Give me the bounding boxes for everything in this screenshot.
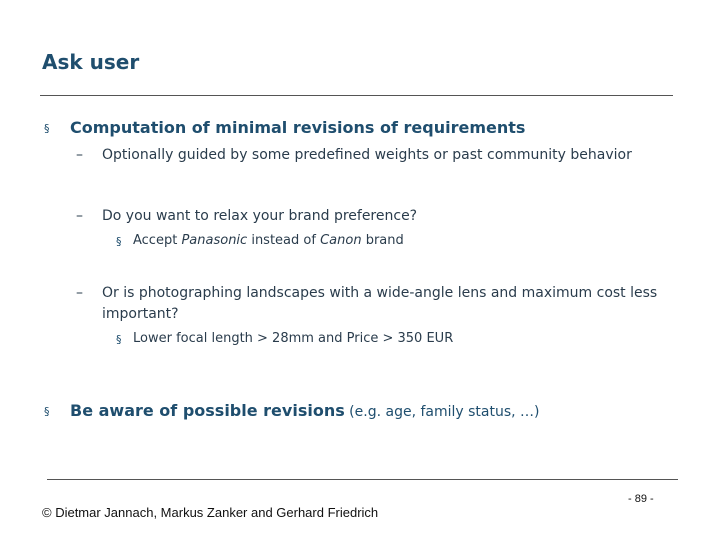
bullet-marker: § xyxy=(44,405,50,418)
dash-marker: – xyxy=(76,285,83,301)
sub-relax-brand: Do you want to relax your brand preference? xyxy=(102,208,418,224)
page-number: - 89 - xyxy=(628,493,654,505)
footer-divider xyxy=(47,479,678,480)
sub-photographing-line1: Or is photographing landscapes with a wide-angle lens and maximum cost less xyxy=(102,285,658,301)
dash-marker: – xyxy=(76,208,83,224)
sub-optionally-guided: Optionally guided by some predefined weights or past community behavior xyxy=(102,147,632,163)
subsub-lower-focal: Lower focal length > 28mm and Price > 350 EUR xyxy=(133,331,454,346)
footer-credit: © Dietmar Jannach, Markus Zanker and Gerhard Friedrich xyxy=(42,505,379,520)
slide-title: Ask user xyxy=(42,50,140,74)
subsub-accept-panasonic: Accept Panasonic instead of Canon brand xyxy=(133,233,404,248)
sub-photographing-line2: important? xyxy=(102,306,179,322)
bullet-marker: § xyxy=(116,333,122,346)
bullet-aware-revisions: Be aware of possible revisions (e.g. age, family status, …) xyxy=(70,401,540,420)
bullet-marker: § xyxy=(44,122,50,135)
dash-marker: – xyxy=(76,147,83,163)
bullet-marker: § xyxy=(116,235,122,248)
title-divider xyxy=(40,95,673,96)
bullet-computation: Computation of minimal revisions of requirements xyxy=(70,118,526,137)
